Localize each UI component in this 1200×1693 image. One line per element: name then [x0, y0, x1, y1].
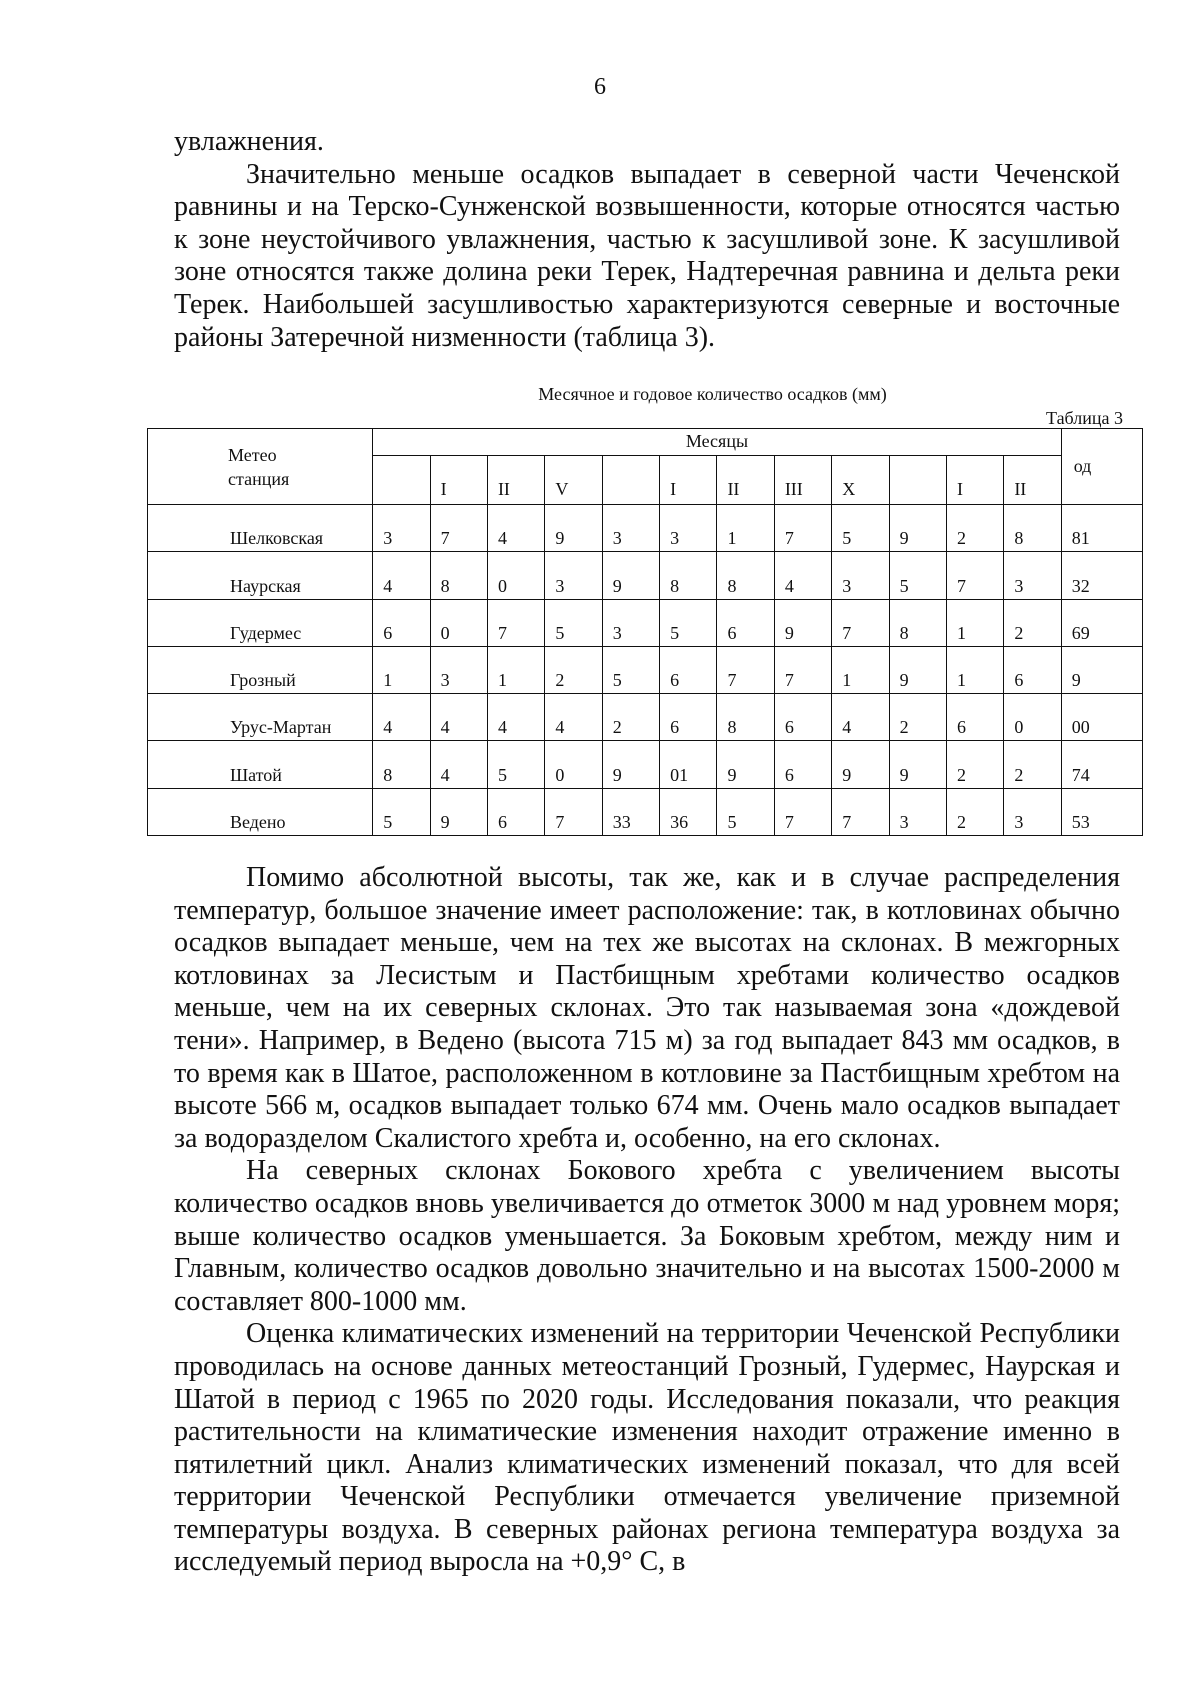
month-value-cell: 3: [660, 505, 717, 552]
station-header-line-2: станция: [228, 468, 290, 489]
paragraph: Помимо абсолютной высоты, так же, как и в случае распределения температур, большое значение имеет расположение: так, в котловинах обычно осадков выпадает меньше, чем на тех же высотах на склонах. В межгорных котловинах за Лесистым и Пастбищным хребтами количество осадков меньше, чем на их северных склонах. Это так называемая зона «дождевой тени». Например, в Ведено (высота 715 м) за год выпадает 843 мм осадков, в то время как в Шатое, расположенном в котловине за Пастбищным хребтом на высоте 566 м, осадков выпадает только 674 мм. Очень мало осадков выпадает за водоразделом Скалистого хребта и, особенно, на его склонах.: [174, 862, 1120, 1154]
month-value-cell: 7: [430, 505, 487, 552]
month-header-cell: [889, 456, 946, 505]
month-value-cell: 2: [545, 646, 602, 693]
year-total-cell: 32: [1061, 552, 1142, 599]
year-total-cell: 53: [1061, 788, 1142, 835]
month-value-cell: 8: [717, 694, 774, 741]
month-value-cell: 8: [373, 741, 430, 788]
month-value-cell: 5: [545, 599, 602, 646]
month-header-cell: X: [832, 456, 889, 505]
month-value-cell: 8: [717, 552, 774, 599]
station-name-cell: Урус-Мартан: [148, 694, 373, 741]
station-column-header: [148, 429, 373, 505]
month-header-cell: I: [430, 456, 487, 505]
table-row: [148, 694, 1143, 741]
month-value-cell: 5: [717, 788, 774, 835]
month-value-cell: 3: [1004, 552, 1061, 599]
table-label: Таблица 3: [1046, 408, 1123, 428]
month-value-cell: 6: [660, 694, 717, 741]
month-header-cell: V: [545, 456, 602, 505]
year-total-cell: 69: [1061, 599, 1142, 646]
month-header-cell: I: [946, 456, 1003, 505]
month-value-cell: 9: [774, 599, 831, 646]
station-name-cell: Грозный: [148, 646, 373, 693]
table-body: [148, 505, 1143, 836]
month-value-cell: 1: [487, 646, 544, 693]
month-value-cell: 4: [774, 552, 831, 599]
month-value-cell: 36: [660, 788, 717, 835]
month-value-cell: 6: [1004, 646, 1061, 693]
month-value-cell: 4: [487, 694, 544, 741]
year-total-cell: 9: [1061, 646, 1142, 693]
month-value-cell: 3: [373, 505, 430, 552]
year-total-cell: 00: [1061, 694, 1142, 741]
month-value-cell: 3: [545, 552, 602, 599]
month-value-cell: 8: [889, 599, 946, 646]
month-value-cell: 5: [373, 788, 430, 835]
month-value-cell: 2: [889, 694, 946, 741]
month-value-cell: 9: [889, 505, 946, 552]
month-value-cell: 6: [660, 646, 717, 693]
month-value-cell: 9: [717, 741, 774, 788]
month-value-cell: 5: [832, 505, 889, 552]
month-value-cell: 4: [487, 505, 544, 552]
month-value-cell: 9: [602, 552, 659, 599]
page-number: 6: [594, 74, 606, 100]
month-value-cell: 3: [1004, 788, 1061, 835]
month-value-cell: 9: [430, 788, 487, 835]
months-column-header: Месяцы: [373, 429, 1062, 456]
month-header-cell: II: [717, 456, 774, 505]
month-value-cell: 3: [430, 646, 487, 693]
paragraph: увлажнения.: [174, 126, 324, 157]
month-value-cell: 8: [1004, 505, 1061, 552]
table-caption: Месячное и годовое количество осадков (мм): [538, 384, 887, 404]
month-value-cell: 1: [946, 646, 1003, 693]
month-value-cell: 7: [774, 505, 831, 552]
month-value-cell: 0: [487, 552, 544, 599]
month-value-cell: 9: [889, 741, 946, 788]
month-value-cell: 2: [1004, 599, 1061, 646]
month-value-cell: 6: [487, 788, 544, 835]
month-value-cell: 6: [373, 599, 430, 646]
month-value-cell: 9: [832, 741, 889, 788]
month-value-cell: 3: [832, 552, 889, 599]
month-header-cell: [373, 456, 430, 505]
month-value-cell: 2: [602, 694, 659, 741]
month-value-cell: 8: [660, 552, 717, 599]
month-value-cell: 9: [889, 646, 946, 693]
station-header-line-1: Метео: [228, 444, 277, 465]
month-header-cell: [602, 456, 659, 505]
month-value-cell: 3: [602, 505, 659, 552]
month-value-cell: 8: [430, 552, 487, 599]
month-header-cell: II: [1004, 456, 1061, 505]
paragraph: Оценка климатических изменений на территории Чеченской Республики проводилась на основе данных метеостанций Грозный, Гудермес, Наурская и Шатой в период с 1965 по 2020 годы. Исследования показали, что реакция растительности на климатические изменения находит отражение именно в пятилетний цикл. Анализ климатических изменений показал, что для всей территории Чеченской Республики отмечается увеличение приземной температуры воздуха. В северных районах региона температура воздуха за исследуемый период выросла на +0,9° С, в: [174, 1318, 1120, 1578]
month-value-cell: 1: [373, 646, 430, 693]
year-total-cell: 81: [1061, 505, 1142, 552]
month-value-cell: 6: [946, 694, 1003, 741]
month-header-cell: III: [774, 456, 831, 505]
table-row: [148, 646, 1143, 693]
month-value-cell: 01: [660, 741, 717, 788]
precipitation-table: [147, 428, 1143, 836]
month-value-cell: 2: [946, 741, 1003, 788]
month-value-cell: 33: [602, 788, 659, 835]
month-value-cell: 7: [487, 599, 544, 646]
month-value-cell: 3: [602, 599, 659, 646]
table-row: [148, 599, 1143, 646]
month-value-cell: 4: [430, 694, 487, 741]
table-row: [148, 552, 1143, 599]
month-value-cell: 3: [889, 788, 946, 835]
month-value-cell: 7: [774, 646, 831, 693]
month-value-cell: 9: [545, 505, 602, 552]
month-value-cell: 7: [545, 788, 602, 835]
table-row: [148, 741, 1143, 788]
month-value-cell: 4: [545, 694, 602, 741]
text-block-bottom: [174, 862, 1120, 1579]
month-value-cell: 4: [373, 552, 430, 599]
month-value-cell: 7: [717, 646, 774, 693]
month-value-cell: 4: [373, 694, 430, 741]
month-header-cell: I: [660, 456, 717, 505]
month-value-cell: 5: [487, 741, 544, 788]
paragraph: Значительно меньше осадков выпадает в северной части Чеченской равнины и на Терско-Сунженской возвышенности, которые относятся частью к зоне неустойчивого увлажнения, частью к засушливой зоне. К засушливой зоне относятся также долина реки Терек, Надтеречная равнина и дельта реки Терек. Наибольшей засушливостью характеризуются северные и восточные районы Затеречной низменности (таблица 3).: [174, 158, 1120, 353]
month-value-cell: 5: [602, 646, 659, 693]
month-value-cell: 9: [602, 741, 659, 788]
month-value-cell: 1: [946, 599, 1003, 646]
station-name-cell: Ведено: [148, 788, 373, 835]
month-value-cell: 6: [774, 741, 831, 788]
month-value-cell: 7: [946, 552, 1003, 599]
year-total-cell: 74: [1061, 741, 1142, 788]
month-value-cell: 7: [832, 788, 889, 835]
station-name-cell: Гудермес: [148, 599, 373, 646]
month-header-cell: II: [487, 456, 544, 505]
table-row: [148, 505, 1143, 552]
month-value-cell: 2: [1004, 741, 1061, 788]
month-value-cell: 2: [946, 788, 1003, 835]
month-value-cell: 1: [717, 505, 774, 552]
month-value-cell: 7: [774, 788, 831, 835]
month-value-cell: 5: [889, 552, 946, 599]
month-value-cell: 1: [832, 646, 889, 693]
month-value-cell: 0: [430, 599, 487, 646]
table-header-row-1: [148, 429, 1143, 456]
month-value-cell: 4: [430, 741, 487, 788]
text-block-top: [174, 126, 1120, 354]
month-value-cell: 7: [832, 599, 889, 646]
table-row: [148, 788, 1143, 835]
month-value-cell: 0: [1004, 694, 1061, 741]
paragraph: На северных склонах Бокового хребта с увеличением высоты количество осадков вновь увеличивается до отметок 3000 м над уровнем моря; выше количество осадков уменьшается. За Боковым хребтом, между ним и Главным, количество осадков довольно значительно и на высотах 1500-2000 м составляет 800-1000 мм.: [174, 1155, 1120, 1317]
month-value-cell: 2: [946, 505, 1003, 552]
month-value-cell: 5: [660, 599, 717, 646]
station-name-cell: Наурская: [148, 552, 373, 599]
month-value-cell: 0: [545, 741, 602, 788]
month-value-cell: 6: [717, 599, 774, 646]
year-column-header: од: [1061, 429, 1142, 505]
station-name-cell: Шелковская: [148, 505, 373, 552]
month-value-cell: 4: [832, 694, 889, 741]
month-value-cell: 6: [774, 694, 831, 741]
station-name-cell: Шатой: [148, 741, 373, 788]
